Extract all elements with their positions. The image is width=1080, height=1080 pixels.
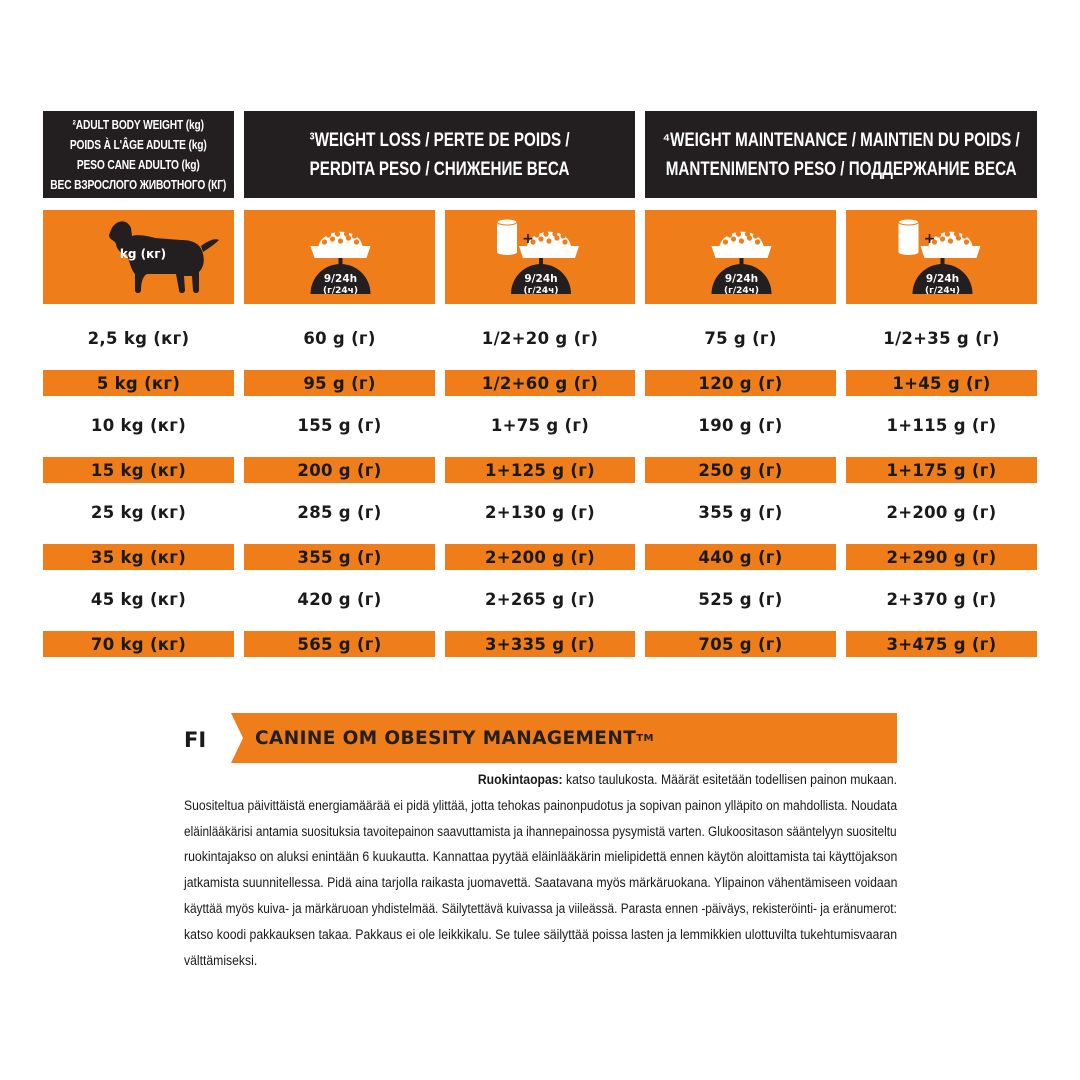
table-cell-weight: 15 kg (кг)	[43, 457, 234, 483]
table-cell-loss-dry: 420 g (г)	[297, 589, 382, 609]
table-cell-maint-dry: 525 g (г)	[698, 589, 783, 609]
table-cell-maint-dry: 190 g (г)	[698, 415, 783, 435]
table-cell-weight: 35 kg (кг)	[43, 544, 234, 570]
table-cell-maint-dry: 120 g (г)	[645, 370, 836, 396]
trademark-mark: TM	[636, 732, 654, 744]
header-weight-maintenance-line: ⁴WEIGHT MAINTENANCE / MAINTIEN DU POIDS /	[662, 129, 1020, 151]
table-cell-maint-mix: 1+175 g (г)	[846, 457, 1037, 483]
header-body-weight	[43, 111, 234, 198]
header-weight-maintenance	[645, 111, 1037, 198]
header-weight-loss	[244, 111, 635, 198]
table-cell-loss-dry: 200 g (г)	[244, 457, 435, 483]
paragraph-line: välttämiseksi.	[184, 952, 258, 969]
paragraph-line: katso koodi pakkauksen takaa. Pakkaus ei ole leikkikalu. Se tulee säilyttää poissa lasten ja lemmikkien ulottuvilta tukehtumisvaaran	[184, 926, 898, 943]
table-cell-loss-mix: 1+125 g (г)	[445, 457, 635, 483]
table-cell-maint-dry: 250 g (г)	[645, 457, 836, 483]
table-cell-loss-mix: 3+335 g (г)	[445, 631, 635, 657]
table-cell-weight: 5 kg (кг)	[43, 370, 234, 396]
wet-and-dry-food-icon	[445, 210, 635, 304]
loss-mix-tile	[445, 210, 635, 304]
table-cell-maint-dry: 705 g (г)	[645, 631, 836, 657]
paragraph-line: käyttää myös kuiva- ja märkäruoan yhdistelmää. Säilytettävä kuivassa ja viileässä. Parasta ennen -päiväys, rekisteröinti- ja eränumerot:	[184, 900, 897, 917]
header-weight-loss-line: PERDITA PESO / СНИЖЕНИЕ ВЕСА	[309, 158, 570, 180]
header-weight-maintenance-line: MANTENIMENTO PESO / ПОДДЕРЖАНИЕ ВЕСА	[665, 158, 1017, 180]
table-cell-loss-dry: 155 g (г)	[297, 415, 382, 435]
header-weight-loss-line: ³WEIGHT LOSS / PERTE DE POIDS /	[309, 129, 570, 151]
loss-dry-tile	[244, 210, 435, 304]
dose-unit-label: (г/24ч)	[724, 286, 759, 296]
dog-icon	[43, 210, 234, 304]
paragraph-line: jatkamista suunnitellessa. Pidä aina tarjolla raikasta juomavettä. Saatavana myös märkäruokana. Ylipainon vähentämiseen voidaan	[184, 875, 898, 892]
table-cell-loss-mix: 2+130 g (г)	[484, 502, 596, 522]
paragraph-line: ruokintajakso on aluksi enintään 6 kuukautta. Kannattaa pyytää eläinlääkärin mielipidettä ennen käytön aloittamista tai käyttöjakson	[184, 849, 898, 866]
maint-mix-tile	[846, 210, 1037, 304]
header-body-weight-line: ²ADULT BODY WEIGHT (kg)	[72, 117, 205, 132]
table-cell-maint-dry: 355 g (г)	[698, 502, 783, 522]
table-cell-maint-mix: 2+200 g (г)	[886, 502, 997, 522]
table-cell-loss-mix: 2+200 g (г)	[445, 544, 635, 570]
table-cell-loss-dry: 355 g (г)	[244, 544, 435, 570]
table-cell-loss-dry: 60 g (г)	[303, 328, 376, 348]
table-cell-maint-mix: 3+475 g (г)	[846, 631, 1037, 657]
paragraph-line	[284, 768, 897, 794]
table-cell-maint-mix: 1+45 g (г)	[846, 370, 1037, 396]
dose-label: 9/24h	[724, 273, 759, 285]
table-cell-loss-mix: 2+265 g (г)	[484, 589, 596, 609]
table-cell-maint-mix: 2+290 g (г)	[846, 544, 1037, 570]
table-cell-loss-mix: 1+75 g (г)	[490, 415, 590, 435]
dog-weight-label: kg (кг)	[119, 247, 167, 261]
dose-unit-label: (г/24ч)	[323, 286, 358, 296]
paragraph-line: Suositeltua päivittäistä energiamäärää ei pidä ylittää, jotta tehokas painonpudotus ja sopivan painon ylläpito on mahdollista. Noudata	[184, 797, 898, 814]
dog-weight-tile	[43, 210, 234, 304]
plus-icon: +	[522, 231, 534, 247]
table-cell-maint-mix: 1+115 g (г)	[886, 415, 997, 435]
product-title-text: CANINE OM OBESITY MANAGEMENT	[255, 727, 637, 749]
maint-dry-tile	[645, 210, 836, 304]
dry-food-bowl-icon	[244, 210, 435, 304]
header-body-weight-line: ВЕС ВЗРОСЛОГО ЖИВОТНОГО (КГ)	[50, 177, 227, 192]
product-title-banner	[231, 713, 897, 763]
product-title	[255, 713, 654, 763]
table-cell-weight: 2,5 kg (кг)	[87, 328, 190, 348]
table-cell-weight: 10 kg (кг)	[90, 415, 187, 435]
dose-label: 9/24h	[323, 273, 358, 285]
table-cell-loss-dry: 285 g (г)	[297, 502, 382, 522]
header-body-weight-line: POIDS À L'ÂGE ADULTE (kg)	[70, 137, 207, 152]
wet-and-dry-food-icon	[846, 210, 1037, 304]
dose-unit-label: (г/24ч)	[925, 286, 960, 296]
table-cell-loss-mix: 1/2+20 g (г)	[481, 328, 599, 348]
table-cell-maint-dry: 440 g (г)	[645, 544, 836, 570]
table-cell-maint-mix: 1/2+35 g (г)	[883, 328, 1000, 348]
dry-food-bowl-icon	[645, 210, 836, 304]
dose-label: 9/24h	[925, 273, 960, 285]
dose-unit-label: (г/24ч)	[523, 286, 559, 296]
table-cell-maint-dry: 75 g (г)	[704, 328, 777, 348]
paragraph-lead: Ruokintaopas:	[477, 772, 563, 788]
table-cell-weight: 25 kg (кг)	[90, 502, 187, 522]
header-body-weight-line: PESO CANE ADULTO (kg)	[77, 157, 200, 172]
table-cell-weight: 45 kg (кг)	[90, 589, 187, 609]
feeding-guide-paragraph	[184, 768, 897, 974]
table-cell-loss-dry: 565 g (г)	[244, 631, 435, 657]
table-cell-maint-mix: 2+370 g (г)	[886, 589, 997, 609]
dose-label: 9/24h	[524, 273, 558, 285]
table-cell-weight: 70 kg (кг)	[43, 631, 234, 657]
paragraph-lead-rest: katso taulukosta. Määrät esitetään todellisen painon mukaan.	[562, 772, 897, 788]
table-cell-loss-dry: 95 g (г)	[244, 370, 435, 396]
paragraph-line: eläinlääkärisi antamia suosituksia tavoitepainon saavuttamista ja ihannepainossa pysymistä varten. Glukoositason sääntelyyn suositeltu	[184, 823, 897, 840]
table-cell-loss-mix: 1/2+60 g (г)	[445, 370, 635, 396]
plus-icon: +	[923, 231, 936, 247]
language-code: FI	[184, 728, 207, 752]
